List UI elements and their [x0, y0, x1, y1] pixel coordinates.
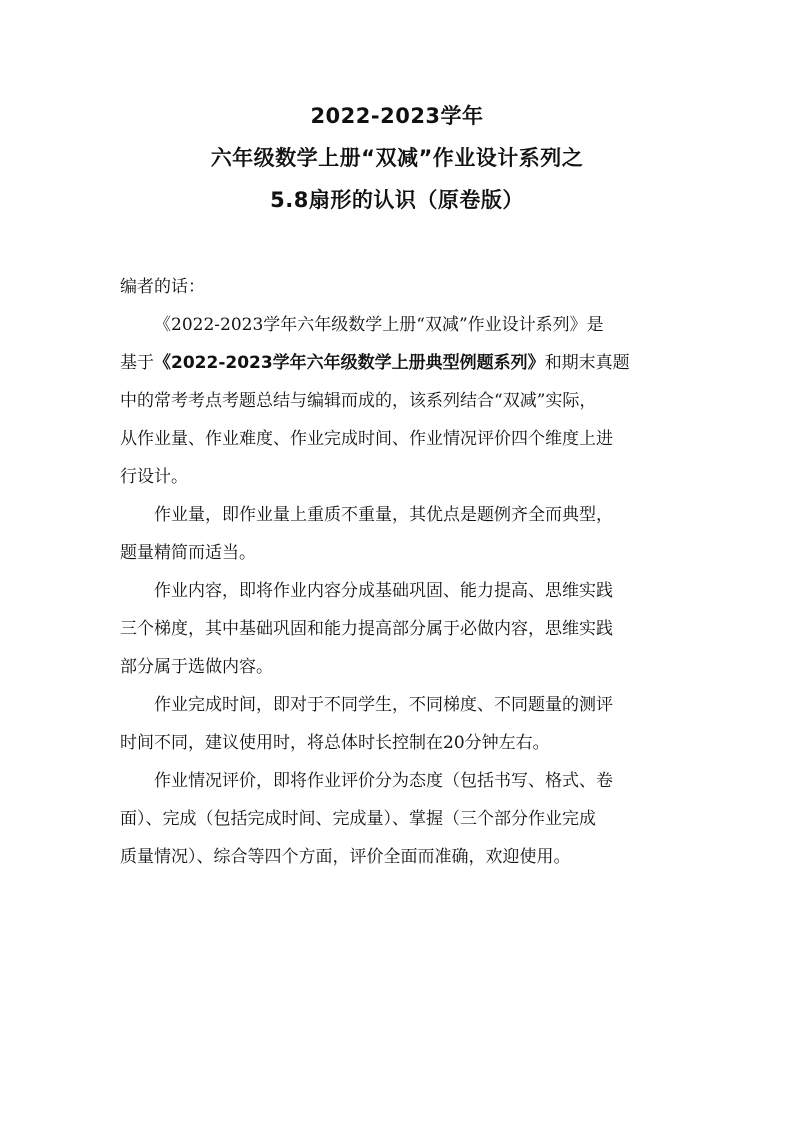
p3-line: 作业内容，即将作业内容分成基础巩固、能力提高、思维实践 — [154, 581, 613, 601]
p5-line: 质量情况）、综合等四个方面，评价全面而准确，欢迎使用。 — [120, 847, 571, 867]
p3-line: 部分属于选做内容。 — [120, 657, 273, 677]
preface — [120, 268, 680, 876]
p5-line: 面）、完成（包括完成时间、完成量）、掌握（三个部分作业完成 — [120, 809, 596, 829]
p1-line: 从作业量、作业难度、作业完成时间、作业情况评价四个维度上进 — [120, 429, 613, 449]
title-year: 2022-2023学年 — [310, 104, 484, 128]
p1-line: 《2022-2023学年六年级数学上册“双减”作业设计系列》是 — [154, 315, 604, 335]
p1-line — [120, 344, 680, 382]
p1-line: 行设计。 — [120, 467, 188, 487]
p1-text: 基于 — [120, 353, 154, 373]
title-lesson: 5.8扇形的认识（原卷版） — [270, 188, 524, 212]
p5-line: 作业情况评价，即将作业评价分为态度（包括书写、格式、卷 — [154, 771, 613, 791]
p4-line: 时间不同，建议使用时，将总体时长控制在20分钟左右。 — [120, 733, 550, 753]
p2-line: 题量精简而适当。 — [120, 543, 256, 563]
p4-line: 作业完成时间，即对于不同学生，不同梯度、不同题量的测评 — [154, 695, 613, 715]
title-series: 六年级数学上册“双减”作业设计系列之 — [210, 146, 584, 170]
p1-line: 中的常考考点考题总结与编辑而成的，该系列结合“双减”实际， — [120, 391, 597, 411]
p1-text: 和期末真题 — [544, 353, 630, 373]
p2-line: 作业量，即作业量上重质不重量，其优点是题例齐全而典型， — [154, 505, 613, 525]
p1-bold-series-title: 《2022-2023学年六年级数学上册典型例题系列》 — [154, 353, 545, 373]
preface-heading: 编者的话： — [120, 277, 205, 297]
p3-line: 三个梯度，其中基础巩固和能力提高部分属于必做内容，思维实践 — [120, 619, 613, 639]
